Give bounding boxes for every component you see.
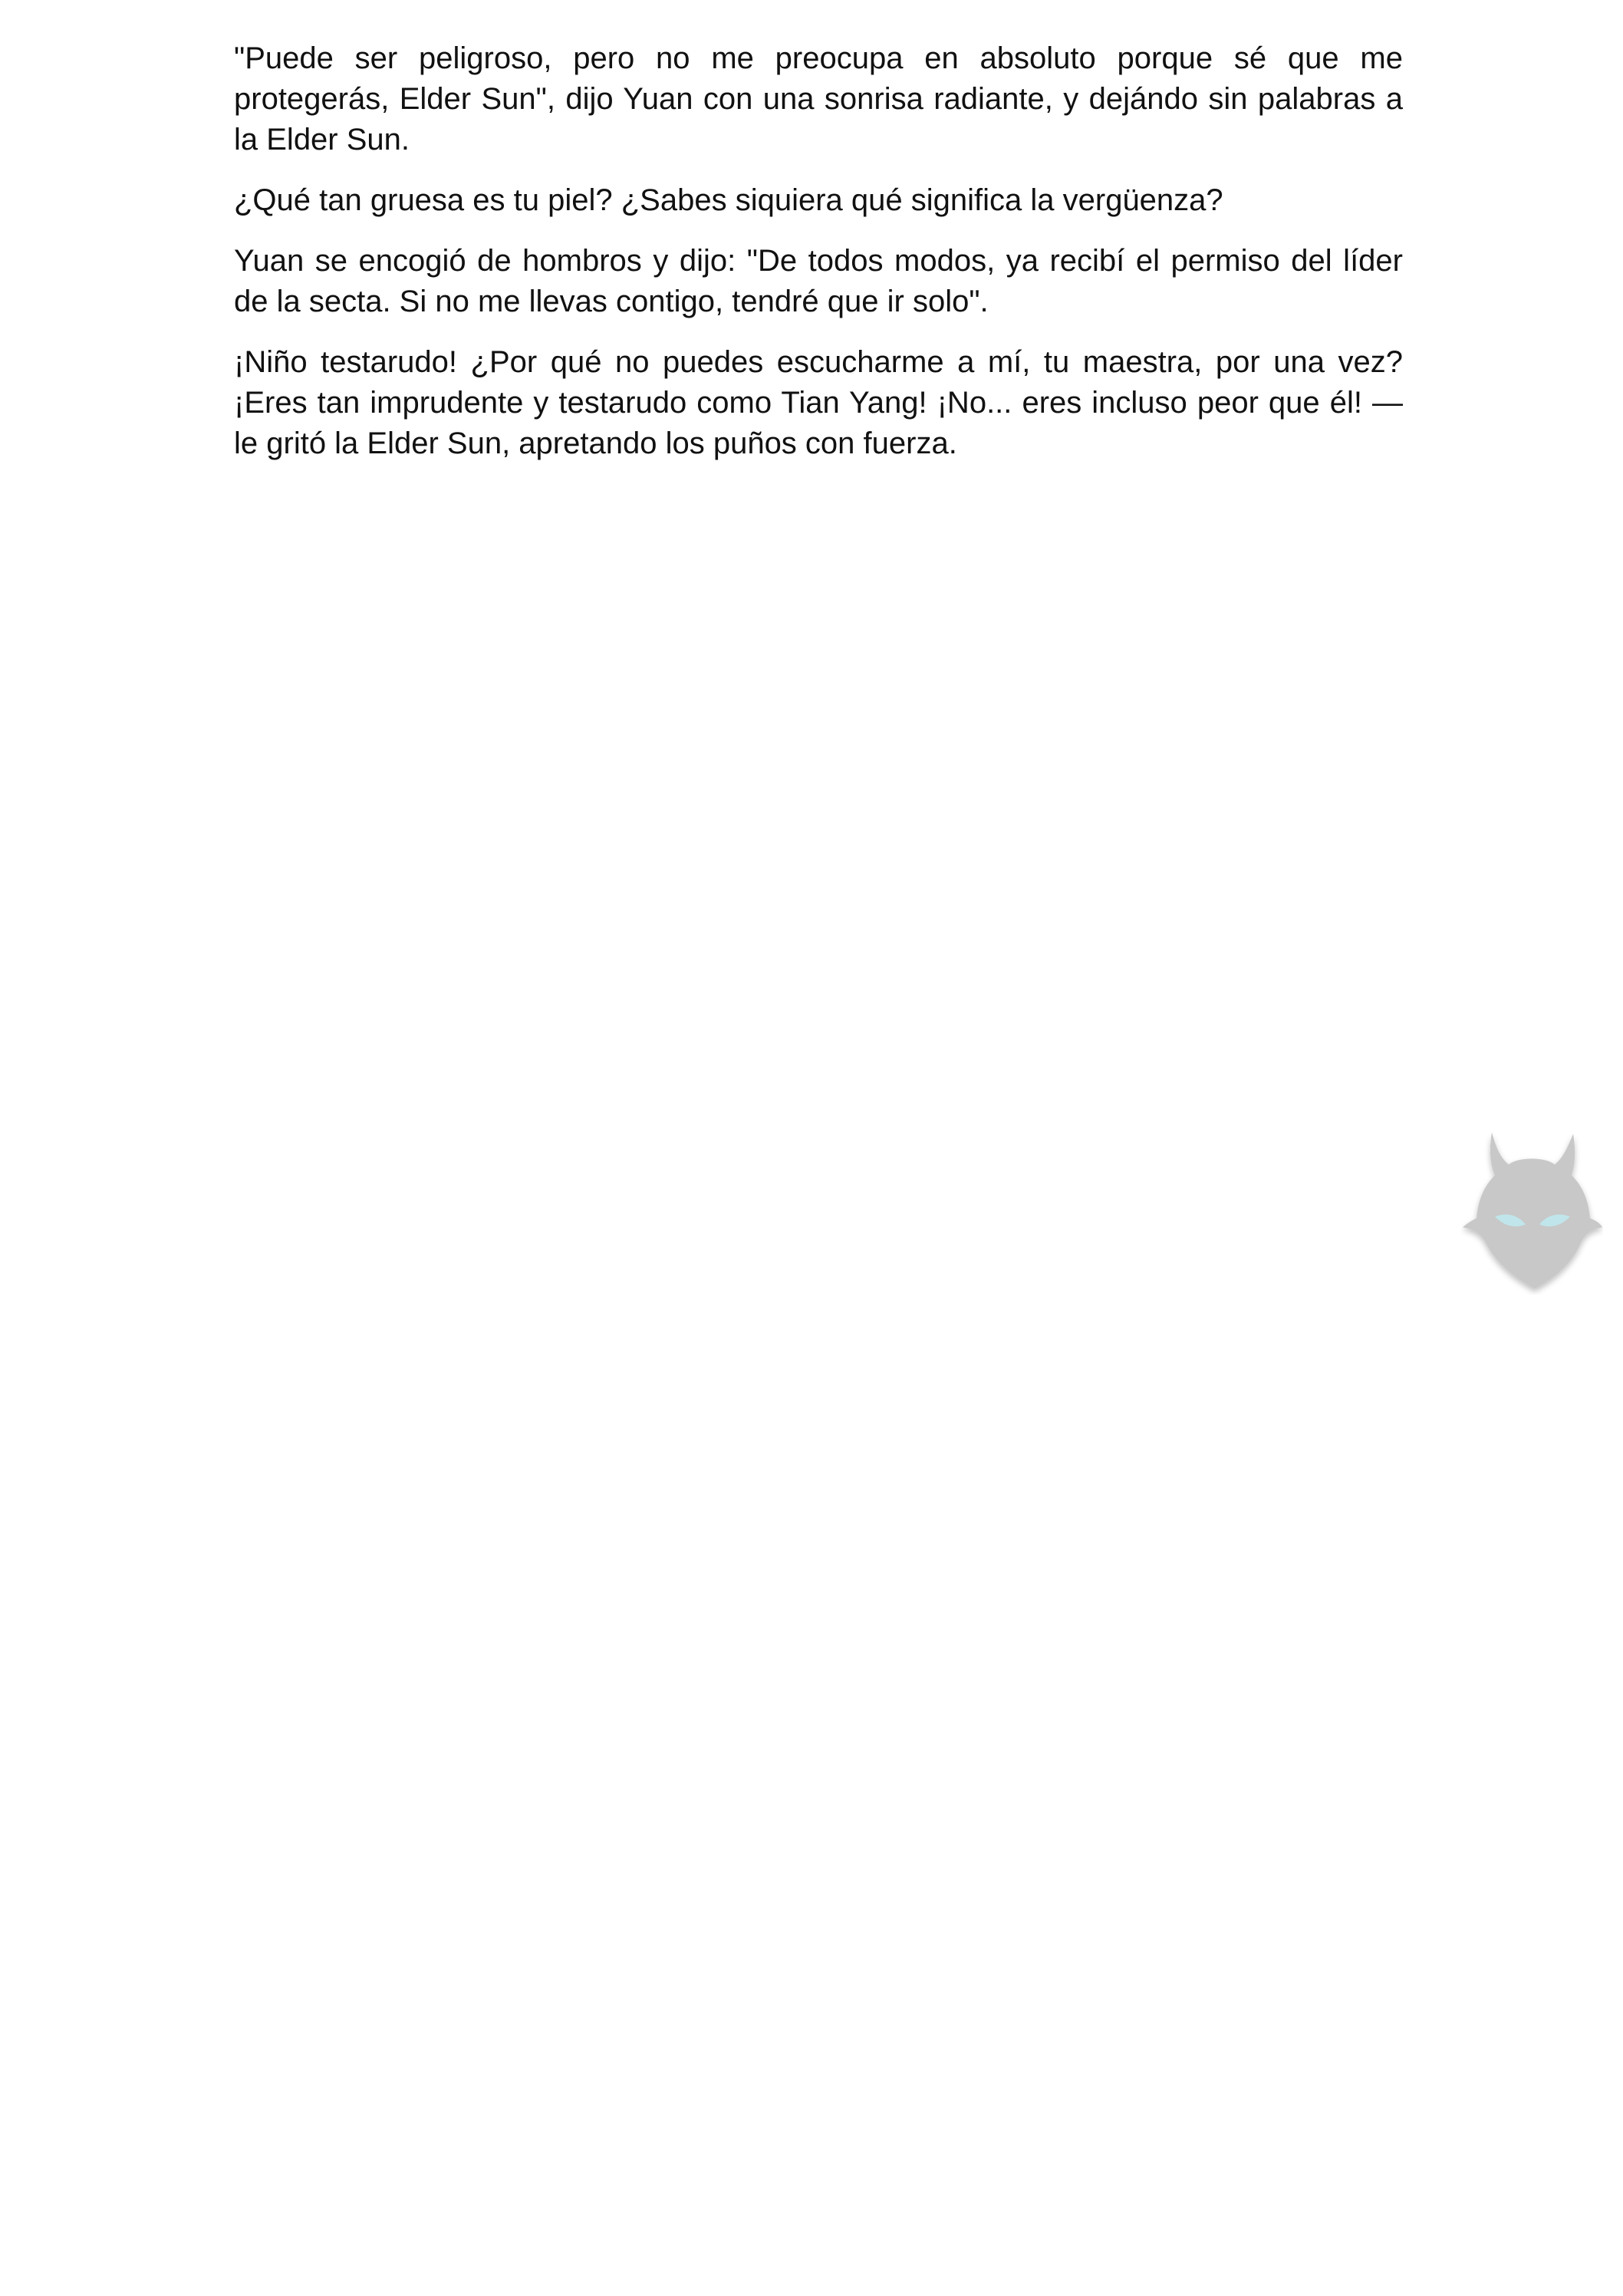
demon-head-icon [1461, 1126, 1603, 1295]
body-text [234, 38, 1403, 484]
paragraph-4: ¡Niño testarudo! ¿Por qué no puedes escucharme a mí, tu maestra, por una vez? ¡Eres tan imprudente y testarudo como Tian Yang! ¡No... eres incluso peor que él! —le gritó la Elder Sun, apretando los puños con fuerza. [234, 345, 1403, 460]
paragraph-1: "Puede ser peligroso, pero no me preocupa en absoluto porque sé que me protegerás, Elder Sun", dijo Yuan con una sonrisa radiante, y dejándo sin palabras a la Elder Sun. [234, 41, 1403, 156]
paragraph-2: ¿Qué tan gruesa es tu piel? ¿Sabes siquiera qué significa la vergüenza? [234, 183, 1223, 217]
paragraph-3: Yuan se encogió de hombros y dijo: "De todos modos, ya recibí el permiso del líder de la secta. Si no me llevas contigo, tendré que ir solo". [234, 244, 1403, 318]
